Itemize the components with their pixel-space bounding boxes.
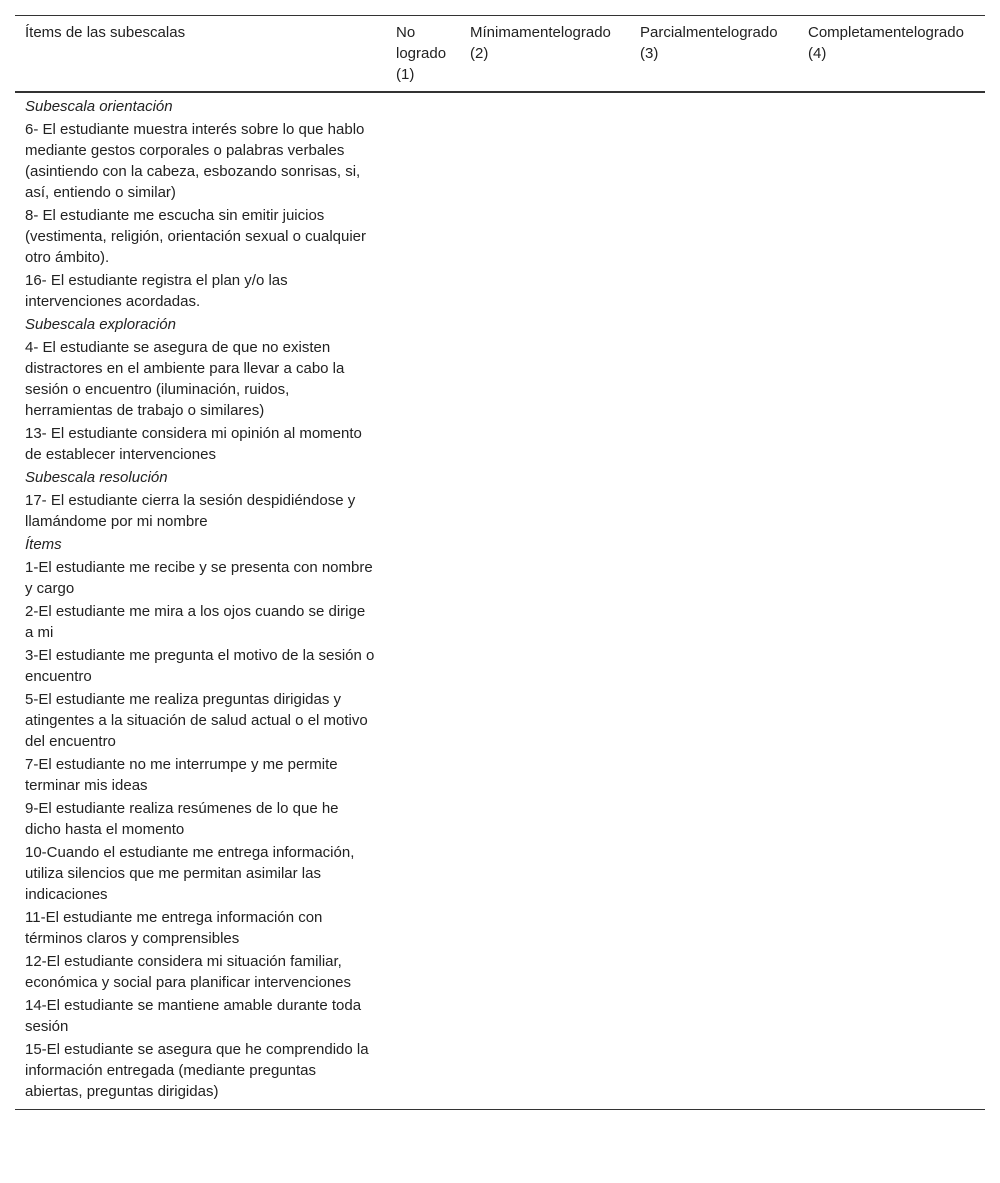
subscale-label: Ítems (25, 536, 62, 553)
subscale-label: Subescala orientación (25, 98, 173, 115)
no-logrado-cell (386, 533, 460, 556)
minimamente-logrado-cell (460, 797, 630, 841)
table-row (15, 950, 985, 994)
header-parcialmente-logrado: Parcialmentelogrado (3) (640, 24, 778, 62)
minimamente-logrado-cell (460, 533, 630, 556)
table-body (15, 92, 985, 1110)
table-row (15, 204, 985, 269)
table-row (15, 994, 985, 1038)
subscale-label: Subescala exploración (25, 316, 176, 333)
parcialmente-logrado-cell (630, 313, 798, 336)
table-row (15, 556, 985, 600)
subscale-label: Subescala resolución (25, 469, 168, 486)
completamente-logrado-cell (798, 533, 985, 556)
table-row (15, 688, 985, 753)
item-text: 13- El estudiante considera mi opinión al momento de establecer intervenciones (25, 425, 362, 463)
parcialmente-logrado-cell (630, 269, 798, 313)
no-logrado-cell (386, 118, 460, 204)
table-row (15, 1038, 985, 1110)
parcialmente-logrado-cell (630, 644, 798, 688)
no-logrado-cell (386, 906, 460, 950)
no-logrado-cell (386, 1038, 460, 1110)
minimamente-logrado-cell (460, 466, 630, 489)
item-text: 11-El estudiante me entrega información con términos claros y comprensibles (25, 909, 323, 947)
table-row (15, 644, 985, 688)
completamente-logrado-cell (798, 489, 985, 533)
parcialmente-logrado-cell (630, 118, 798, 204)
item-text: 1-El estudiante me recibe y se presenta con nombre y cargo (25, 559, 373, 597)
item-text: 14-El estudiante se mantiene amable durante toda sesión (25, 997, 362, 1035)
minimamente-logrado-cell (460, 313, 630, 336)
completamente-logrado-cell (798, 994, 985, 1038)
parcialmente-logrado-cell (630, 950, 798, 994)
parcialmente-logrado-cell (630, 688, 798, 753)
no-logrado-cell (386, 797, 460, 841)
minimamente-logrado-cell (460, 204, 630, 269)
minimamente-logrado-cell (460, 644, 630, 688)
parcialmente-logrado-cell (630, 994, 798, 1038)
parcialmente-logrado-cell (630, 533, 798, 556)
no-logrado-cell (386, 556, 460, 600)
no-logrado-cell (386, 336, 460, 422)
no-logrado-cell (386, 644, 460, 688)
no-logrado-cell (386, 489, 460, 533)
no-logrado-cell (386, 204, 460, 269)
completamente-logrado-cell (798, 422, 985, 466)
no-logrado-cell (386, 269, 460, 313)
item-text: 15-El estudiante se asegura que he comprendido la información entregada (mediante preguntas abiertas, preguntas dirigidas) (25, 1041, 369, 1100)
table-row (15, 489, 985, 533)
no-logrado-cell (386, 600, 460, 644)
table-row (15, 422, 985, 466)
table-row (15, 906, 985, 950)
item-text: 3-El estudiante me pregunta el motivo de la sesión o encuentro (25, 647, 375, 685)
no-logrado-cell (386, 994, 460, 1038)
minimamente-logrado-cell (460, 994, 630, 1038)
item-text: 2-El estudiante me mira a los ojos cuando se dirige a mi (25, 603, 366, 641)
minimamente-logrado-cell (460, 489, 630, 533)
completamente-logrado-cell (798, 313, 985, 336)
minimamente-logrado-cell (460, 422, 630, 466)
minimamente-logrado-cell (460, 118, 630, 204)
subscale-heading-row (15, 92, 985, 118)
item-text: 5-El estudiante me realiza preguntas dirigidas y atingentes a la situación de salud actual o el motivo del encuentro (25, 691, 368, 750)
minimamente-logrado-cell (460, 950, 630, 994)
subscale-heading-row (15, 533, 985, 556)
parcialmente-logrado-cell (630, 797, 798, 841)
parcialmente-logrado-cell (630, 489, 798, 533)
item-text: 4- El estudiante se asegura de que no existen distractores en el ambiente para llevar a cabo la sesión o encuentro (iluminación, ruidos, herramientas de trabajo o similares) (25, 339, 345, 419)
completamente-logrado-cell (798, 269, 985, 313)
no-logrado-cell (386, 688, 460, 753)
completamente-logrado-cell (798, 797, 985, 841)
header-minimamente-logrado: Mínimamentelogrado (2) (470, 24, 611, 62)
header-completamente-logrado: Completamentelogrado (4) (808, 24, 964, 62)
item-text: 17- El estudiante cierra la sesión despidiéndose y llamándome por mi nombre (25, 492, 356, 530)
item-text: 8- El estudiante me escucha sin emitir juicios (vestimenta, religión, orientación sexual o cualquier otro ámbito). (25, 207, 367, 266)
parcialmente-logrado-cell (630, 556, 798, 600)
header-no-logrado: No logrado (1) (396, 24, 447, 83)
minimamente-logrado-cell (460, 906, 630, 950)
item-text: 6- El estudiante muestra interés sobre lo que hablo mediante gestos corporales o palabras verbales (asintiendo con la cabeza, esbozando sonrisas, si, así, entiendo o similar) (25, 121, 365, 201)
completamente-logrado-cell (798, 950, 985, 994)
item-text: 9-El estudiante realiza resúmenes de lo que he dicho hasta el momento (25, 800, 339, 838)
table-row (15, 118, 985, 204)
minimamente-logrado-cell (460, 92, 630, 118)
header-items: Ítems de las subescalas (25, 24, 186, 41)
parcialmente-logrado-cell (630, 906, 798, 950)
completamente-logrado-cell (798, 906, 985, 950)
item-text: 7-El estudiante no me interrumpe y me permite terminar mis ideas (25, 756, 338, 794)
no-logrado-cell (386, 422, 460, 466)
subscale-heading-row (15, 313, 985, 336)
table-row (15, 336, 985, 422)
table-row (15, 269, 985, 313)
completamente-logrado-cell (798, 1038, 985, 1110)
parcialmente-logrado-cell (630, 600, 798, 644)
item-text: 12-El estudiante considera mi situación familiar, económica y social para planificar intervenciones (25, 953, 352, 991)
minimamente-logrado-cell (460, 336, 630, 422)
completamente-logrado-cell (798, 118, 985, 204)
minimamente-logrado-cell (460, 600, 630, 644)
table-row (15, 841, 985, 906)
completamente-logrado-cell (798, 688, 985, 753)
no-logrado-cell (386, 841, 460, 906)
minimamente-logrado-cell (460, 841, 630, 906)
parcialmente-logrado-cell (630, 841, 798, 906)
parcialmente-logrado-cell (630, 204, 798, 269)
no-logrado-cell (386, 92, 460, 118)
item-text: 16- El estudiante registra el plan y/o las intervenciones acordadas. (25, 272, 288, 310)
completamente-logrado-cell (798, 336, 985, 422)
completamente-logrado-cell (798, 204, 985, 269)
header-row (15, 16, 985, 93)
parcialmente-logrado-cell (630, 422, 798, 466)
item-text: 10-Cuando el estudiante me entrega información, utiliza silencios que me permitan asimilar las indicaciones (25, 844, 355, 903)
minimamente-logrado-cell (460, 556, 630, 600)
no-logrado-cell (386, 950, 460, 994)
table-row (15, 753, 985, 797)
no-logrado-cell (386, 313, 460, 336)
no-logrado-cell (386, 753, 460, 797)
minimamente-logrado-cell (460, 753, 630, 797)
table-row (15, 797, 985, 841)
completamente-logrado-cell (798, 466, 985, 489)
no-logrado-cell (386, 466, 460, 489)
parcialmente-logrado-cell (630, 1038, 798, 1110)
completamente-logrado-cell (798, 600, 985, 644)
parcialmente-logrado-cell (630, 336, 798, 422)
parcialmente-logrado-cell (630, 92, 798, 118)
table-container (15, 15, 985, 1110)
minimamente-logrado-cell (460, 269, 630, 313)
parcialmente-logrado-cell (630, 466, 798, 489)
subscale-heading-row (15, 466, 985, 489)
parcialmente-logrado-cell (630, 753, 798, 797)
minimamente-logrado-cell (460, 1038, 630, 1110)
minimamente-logrado-cell (460, 688, 630, 753)
completamente-logrado-cell (798, 841, 985, 906)
completamente-logrado-cell (798, 92, 985, 118)
table-row (15, 600, 985, 644)
completamente-logrado-cell (798, 753, 985, 797)
completamente-logrado-cell (798, 556, 985, 600)
completamente-logrado-cell (798, 644, 985, 688)
subscale-items-table (15, 15, 985, 1110)
table-header (15, 16, 985, 93)
